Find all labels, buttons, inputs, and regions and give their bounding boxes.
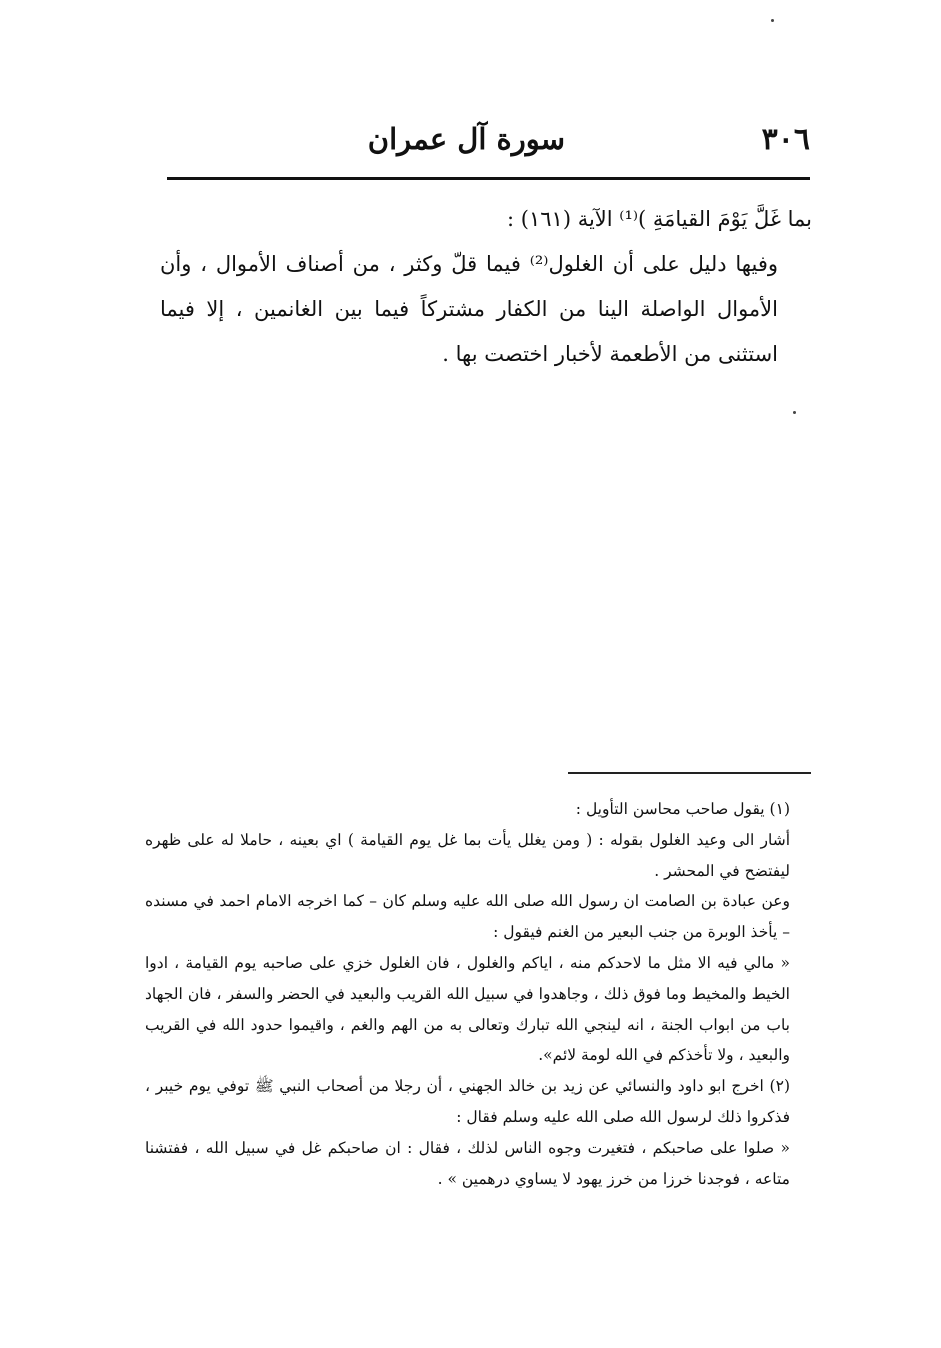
scan-speck [771,19,774,22]
footnote-1-paragraph: أشار الى وعيد الغلول بقوله : ( ومن يغلل يأت بما غل يوم القيامة ) اي بعينه ، حاملا له على ظهره ليفتضح في المحشر . [145,830,790,880]
page-header [165,118,810,162]
header-rule [167,177,810,180]
footnote-rule [568,772,811,774]
verse-line: بما غَلَّ يَوْمَ القيامَةِ )⁽¹⁾ الآية (١٦١) : [507,207,812,231]
page-number: ٣٠٦ [761,122,810,157]
footnote-2-quote: « صلوا على صاحبكم ، فتغيرت وجوه الناس لذلك ، فقال : ان صاحبكم غل في سبيل الله ، ففتشنا متاعه ، فوجدنا خرزا من خرز يهود لا يساوي درهمين » . [145,1138,790,1188]
footnote-1-paragraph: وعن عبادة بن الصامت ان رسول الله صلى الله عليه وسلم كان – كما اخرجه الامام احمد في مسنده – يأخذ الوبرة من جنب البعير من الغنم فيقول : [145,892,790,942]
footnote-1-intro: (١) يقول صاحب محاسن التأويل : [575,800,790,818]
footnote-1-quote: « مالي فيه الا مثل ما لاحدكم منه ، اياكم والغلول ، فان الغلول خزي على صاحبه يوم القيامة ، ادوا الخيط والمخيط وما فوق ذلك ، وجاهدوا في سبيل الله القريب والبعيد في الحضر والسفر ، فان الجهاد باب من ابواب الجنة ، انه لينجي الله تبارك وتعالى به من الهم والغم ، واقيموا حدود الله في القريب والبعيد ، ولا تأخذكم في الله لومة لائم». [145,953,790,1065]
footnote-2-paragraph: (٢) اخرج ابو داود والنسائي عن زيد بن خالد الجهني ، أن رجلا من أصحاب النبي ﷺ توفي يوم خيبر ، فذكروا ذلك لرسول الله صلى الله عليه وسلم فقال : [145,1077,790,1126]
main-paragraph: وفيها دليل على أن الغلول⁽²⁾ فيما قلّ وكثر ، من أصناف الأموال ، وأن الأموال الواصلة الينا من الكفار مشتركاً فيما بين الغانمين ، إلا فيما استثنى من الأطعمة لأخبار اختصت بها . [160,252,779,366]
main-text [160,197,812,377]
scan-speck [793,411,796,414]
footnotes [145,794,812,1194]
surah-title: سورة آل عمران [367,122,565,156]
